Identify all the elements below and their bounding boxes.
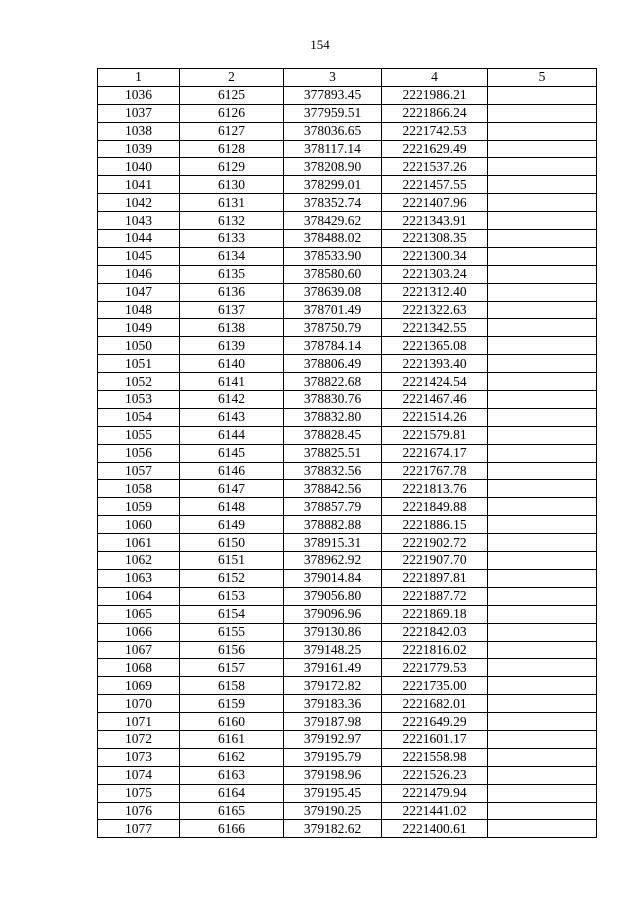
- table-cell-col-4: 2221767.78: [382, 462, 488, 480]
- table-cell-col-2: 6166: [180, 820, 284, 838]
- table-cell-col-1: 1066: [98, 623, 180, 641]
- table-cell-col-1: 1058: [98, 480, 180, 498]
- table-cell-col-4: 2221308.35: [382, 230, 488, 248]
- table-cell-col-1: 1060: [98, 516, 180, 534]
- table-cell-col-2: 6157: [180, 659, 284, 677]
- table-row: [98, 194, 597, 212]
- table-row: [98, 122, 597, 140]
- table-cell-col-1: 1070: [98, 695, 180, 713]
- table-row: [98, 283, 597, 301]
- table-cell-col-3: 379172.82: [284, 677, 382, 695]
- table-cell-col-4: 2221342.55: [382, 319, 488, 337]
- table-cell-col-3: 378036.65: [284, 122, 382, 140]
- table-cell-col-2: 6125: [180, 86, 284, 104]
- table-cell-col-5: [488, 373, 597, 391]
- table-cell-col-2: 6162: [180, 748, 284, 766]
- table-cell-col-2: 6149: [180, 516, 284, 534]
- table-cell-col-3: 379195.45: [284, 784, 382, 802]
- table-cell-col-3: 379182.62: [284, 820, 382, 838]
- table-cell-col-4: 2221441.02: [382, 802, 488, 820]
- table-cell-col-4: 2221986.21: [382, 86, 488, 104]
- table-row: [98, 230, 597, 248]
- column-header-2: 2: [180, 69, 284, 87]
- table-cell-col-5: [488, 319, 597, 337]
- table-cell-col-5: [488, 86, 597, 104]
- table-cell-col-3: 377959.51: [284, 104, 382, 122]
- table-row: [98, 247, 597, 265]
- table-cell-col-3: 378825.51: [284, 444, 382, 462]
- table-cell-col-1: 1073: [98, 748, 180, 766]
- table-cell-col-1: 1039: [98, 140, 180, 158]
- table-cell-col-1: 1056: [98, 444, 180, 462]
- table-cell-col-1: 1051: [98, 355, 180, 373]
- table-cell-col-2: 6154: [180, 605, 284, 623]
- table-row: [98, 373, 597, 391]
- table-cell-col-2: 6132: [180, 212, 284, 230]
- table-cell-col-1: 1040: [98, 158, 180, 176]
- table-row: [98, 587, 597, 605]
- table-cell-col-2: 6133: [180, 230, 284, 248]
- table-cell-col-4: 2221816.02: [382, 641, 488, 659]
- table-cell-col-2: 6164: [180, 784, 284, 802]
- table-cell-col-3: 378832.80: [284, 408, 382, 426]
- table-cell-col-2: 6152: [180, 569, 284, 587]
- table-cell-col-3: 378857.79: [284, 498, 382, 516]
- table-cell-col-4: 2221866.24: [382, 104, 488, 122]
- table-cell-col-2: 6138: [180, 319, 284, 337]
- table-cell-col-4: 2221629.49: [382, 140, 488, 158]
- table-row: [98, 748, 597, 766]
- table-row: [98, 641, 597, 659]
- table-row: [98, 677, 597, 695]
- table-cell-col-4: 2221526.23: [382, 766, 488, 784]
- table-cell-col-4: 2221407.96: [382, 194, 488, 212]
- table-row: [98, 623, 597, 641]
- table-cell-col-1: 1059: [98, 498, 180, 516]
- table-cell-col-3: 379130.86: [284, 623, 382, 641]
- table-cell-col-2: 6130: [180, 176, 284, 194]
- table-cell-col-3: 378533.90: [284, 247, 382, 265]
- table-cell-col-3: 378915.31: [284, 534, 382, 552]
- table-cell-col-2: 6135: [180, 265, 284, 283]
- table-cell-col-5: [488, 444, 597, 462]
- table-cell-col-4: 2221365.08: [382, 337, 488, 355]
- table-cell-col-2: 6131: [180, 194, 284, 212]
- table-row: [98, 337, 597, 355]
- table-row: [98, 569, 597, 587]
- table-cell-col-1: 1045: [98, 247, 180, 265]
- table-cell-col-5: [488, 480, 597, 498]
- table-cell-col-3: 377893.45: [284, 86, 382, 104]
- table-row: [98, 802, 597, 820]
- table-cell-col-3: 378822.68: [284, 373, 382, 391]
- table-cell-col-5: [488, 730, 597, 748]
- table-cell-col-1: 1048: [98, 301, 180, 319]
- table-cell-col-5: [488, 784, 597, 802]
- table-cell-col-4: 2221869.18: [382, 605, 488, 623]
- table-cell-col-5: [488, 140, 597, 158]
- table-cell-col-4: 2221558.98: [382, 748, 488, 766]
- table-cell-col-5: [488, 623, 597, 641]
- table-cell-col-2: 6159: [180, 695, 284, 713]
- table-cell-col-4: 2221303.24: [382, 265, 488, 283]
- table-row: [98, 730, 597, 748]
- table-cell-col-3: 378701.49: [284, 301, 382, 319]
- table-cell-col-3: 378830.76: [284, 391, 382, 409]
- table-cell-col-1: 1047: [98, 283, 180, 301]
- table-cell-col-2: 6148: [180, 498, 284, 516]
- table-cell-col-4: 2221457.55: [382, 176, 488, 194]
- table-cell-col-3: 378639.08: [284, 283, 382, 301]
- table-cell-col-2: 6137: [180, 301, 284, 319]
- table-cell-col-1: 1064: [98, 587, 180, 605]
- table-row: [98, 552, 597, 570]
- table-cell-col-4: 2221887.72: [382, 587, 488, 605]
- table-cell-col-1: 1075: [98, 784, 180, 802]
- table-row: [98, 104, 597, 122]
- table-cell-col-5: [488, 552, 597, 570]
- coordinates-table: [97, 68, 597, 838]
- table-row: [98, 695, 597, 713]
- table-cell-col-3: 379148.25: [284, 641, 382, 659]
- table-cell-col-4: 2221312.40: [382, 283, 488, 301]
- table-cell-col-4: 2221897.81: [382, 569, 488, 587]
- table-cell-col-5: [488, 462, 597, 480]
- table-cell-col-4: 2221400.61: [382, 820, 488, 838]
- table-cell-col-4: 2221300.34: [382, 247, 488, 265]
- table-cell-col-5: [488, 355, 597, 373]
- table-cell-col-3: 378488.02: [284, 230, 382, 248]
- column-header-5: 5: [488, 69, 597, 87]
- table-cell-col-2: 6144: [180, 426, 284, 444]
- table-cell-col-1: 1041: [98, 176, 180, 194]
- table-cell-col-3: 378842.56: [284, 480, 382, 498]
- table-cell-col-4: 2221514.26: [382, 408, 488, 426]
- table-row: [98, 444, 597, 462]
- table-cell-col-4: 2221682.01: [382, 695, 488, 713]
- table-cell-col-1: 1053: [98, 391, 180, 409]
- table-cell-col-4: 2221393.40: [382, 355, 488, 373]
- table-cell-col-2: 6128: [180, 140, 284, 158]
- table-cell-col-3: 378429.62: [284, 212, 382, 230]
- table-cell-col-5: [488, 677, 597, 695]
- table-cell-col-5: [488, 158, 597, 176]
- header-row: [98, 69, 597, 87]
- table-body: [98, 86, 597, 837]
- table-cell-col-5: [488, 104, 597, 122]
- table-row: [98, 713, 597, 731]
- table-row: [98, 820, 597, 838]
- table-cell-col-1: 1071: [98, 713, 180, 731]
- table-cell-col-3: 379190.25: [284, 802, 382, 820]
- table-cell-col-1: 1068: [98, 659, 180, 677]
- table-cell-col-3: 379183.36: [284, 695, 382, 713]
- table-cell-col-1: 1046: [98, 265, 180, 283]
- table-cell-col-3: 378352.74: [284, 194, 382, 212]
- table-cell-col-1: 1043: [98, 212, 180, 230]
- table-row: [98, 462, 597, 480]
- column-header-4: 4: [382, 69, 488, 87]
- table-cell-col-5: [488, 426, 597, 444]
- table-cell-col-5: [488, 498, 597, 516]
- table-cell-col-1: 1049: [98, 319, 180, 337]
- table-row: [98, 158, 597, 176]
- table-cell-col-4: 2221849.88: [382, 498, 488, 516]
- table-cell-col-5: [488, 820, 597, 838]
- table-cell-col-3: 378832.56: [284, 462, 382, 480]
- table-row: [98, 140, 597, 158]
- table-row: [98, 301, 597, 319]
- table-cell-col-2: 6140: [180, 355, 284, 373]
- table-cell-col-5: [488, 605, 597, 623]
- table-cell-col-5: [488, 230, 597, 248]
- table-cell-col-5: [488, 713, 597, 731]
- table-row: [98, 659, 597, 677]
- table-cell-col-1: 1044: [98, 230, 180, 248]
- table-cell-col-1: 1065: [98, 605, 180, 623]
- table-cell-col-2: 6156: [180, 641, 284, 659]
- table-row: [98, 86, 597, 104]
- table-cell-col-3: 378806.49: [284, 355, 382, 373]
- table-cell-col-1: 1052: [98, 373, 180, 391]
- table-cell-col-2: 6150: [180, 534, 284, 552]
- table-row: [98, 480, 597, 498]
- table-cell-col-1: 1072: [98, 730, 180, 748]
- table-cell-col-2: 6158: [180, 677, 284, 695]
- table-cell-col-3: 378580.60: [284, 265, 382, 283]
- table-cell-col-2: 6142: [180, 391, 284, 409]
- table-row: [98, 784, 597, 802]
- table-cell-col-4: 2221467.46: [382, 391, 488, 409]
- table-cell-col-3: 378962.92: [284, 552, 382, 570]
- table-cell-col-4: 2221735.00: [382, 677, 488, 695]
- table-cell-col-4: 2221674.17: [382, 444, 488, 462]
- table-cell-col-4: 2221886.15: [382, 516, 488, 534]
- table-cell-col-2: 6141: [180, 373, 284, 391]
- table-cell-col-1: 1069: [98, 677, 180, 695]
- table-cell-col-3: 378750.79: [284, 319, 382, 337]
- table-cell-col-1: 1038: [98, 122, 180, 140]
- table-cell-col-4: 2221424.54: [382, 373, 488, 391]
- table-cell-col-5: [488, 641, 597, 659]
- table-cell-col-3: 379187.98: [284, 713, 382, 731]
- table-cell-col-2: 6160: [180, 713, 284, 731]
- table-cell-col-3: 379014.84: [284, 569, 382, 587]
- table-cell-col-5: [488, 265, 597, 283]
- table-cell-col-5: [488, 587, 597, 605]
- table-cell-col-1: 1054: [98, 408, 180, 426]
- table-cell-col-3: 379056.80: [284, 587, 382, 605]
- table-cell-col-4: 2221907.70: [382, 552, 488, 570]
- table-cell-col-5: [488, 283, 597, 301]
- table-cell-col-2: 6129: [180, 158, 284, 176]
- table-cell-col-4: 2221649.29: [382, 713, 488, 731]
- table-row: [98, 391, 597, 409]
- table-cell-col-2: 6163: [180, 766, 284, 784]
- table-cell-col-3: 378784.14: [284, 337, 382, 355]
- table-row: [98, 426, 597, 444]
- table-cell-col-3: 378882.88: [284, 516, 382, 534]
- table-cell-col-4: 2221601.17: [382, 730, 488, 748]
- table-cell-col-5: [488, 301, 597, 319]
- table-cell-col-3: 378117.14: [284, 140, 382, 158]
- table-cell-col-5: [488, 802, 597, 820]
- table-cell-col-1: 1050: [98, 337, 180, 355]
- table-row: [98, 355, 597, 373]
- table-row: [98, 408, 597, 426]
- table-cell-col-5: [488, 247, 597, 265]
- table-cell-col-4: 2221779.53: [382, 659, 488, 677]
- table-cell-col-4: 2221479.94: [382, 784, 488, 802]
- table-cell-col-2: 6127: [180, 122, 284, 140]
- table-cell-col-5: [488, 695, 597, 713]
- table-cell-col-3: 378299.01: [284, 176, 382, 194]
- table-cell-col-1: 1037: [98, 104, 180, 122]
- table-cell-col-5: [488, 569, 597, 587]
- table-cell-col-2: 6165: [180, 802, 284, 820]
- column-header-1: 1: [98, 69, 180, 87]
- table-cell-col-3: 379096.96: [284, 605, 382, 623]
- table-cell-col-5: [488, 766, 597, 784]
- table-cell-col-5: [488, 122, 597, 140]
- table-cell-col-5: [488, 534, 597, 552]
- table-cell-col-1: 1076: [98, 802, 180, 820]
- table-cell-col-2: 6151: [180, 552, 284, 570]
- table-cell-col-5: [488, 408, 597, 426]
- table-cell-col-2: 6139: [180, 337, 284, 355]
- table-cell-col-3: 379195.79: [284, 748, 382, 766]
- table-cell-col-3: 379192.97: [284, 730, 382, 748]
- table-cell-col-4: 2221579.81: [382, 426, 488, 444]
- table-row: [98, 534, 597, 552]
- table-cell-col-5: [488, 391, 597, 409]
- table-cell-col-2: 6153: [180, 587, 284, 605]
- table-row: [98, 498, 597, 516]
- table-cell-col-5: [488, 212, 597, 230]
- table-cell-col-5: [488, 176, 597, 194]
- table-cell-col-3: 379198.96: [284, 766, 382, 784]
- table-cell-col-2: 6147: [180, 480, 284, 498]
- table-cell-col-2: 6146: [180, 462, 284, 480]
- table-cell-col-4: 2221813.76: [382, 480, 488, 498]
- table-cell-col-2: 6155: [180, 623, 284, 641]
- table-cell-col-3: 379161.49: [284, 659, 382, 677]
- table-cell-col-2: 6136: [180, 283, 284, 301]
- table-cell-col-1: 1067: [98, 641, 180, 659]
- table-cell-col-1: 1042: [98, 194, 180, 212]
- table-cell-col-1: 1055: [98, 426, 180, 444]
- table-row: [98, 605, 597, 623]
- table-row: [98, 212, 597, 230]
- column-header-3: 3: [284, 69, 382, 87]
- table-cell-col-2: 6134: [180, 247, 284, 265]
- table-header: [98, 69, 597, 87]
- table-cell-col-3: 378828.45: [284, 426, 382, 444]
- table-cell-col-1: 1061: [98, 534, 180, 552]
- table-cell-col-1: 1036: [98, 86, 180, 104]
- table-cell-col-3: 378208.90: [284, 158, 382, 176]
- table-row: [98, 516, 597, 534]
- table-row: [98, 319, 597, 337]
- page-number: 154: [310, 37, 330, 52]
- table-cell-col-1: 1063: [98, 569, 180, 587]
- table-cell-col-1: 1057: [98, 462, 180, 480]
- table-cell-col-5: [488, 194, 597, 212]
- table-cell-col-5: [488, 337, 597, 355]
- table-cell-col-2: 6143: [180, 408, 284, 426]
- table-cell-col-5: [488, 516, 597, 534]
- table-cell-col-4: 2221842.03: [382, 623, 488, 641]
- table-cell-col-1: 1062: [98, 552, 180, 570]
- table-row: [98, 176, 597, 194]
- table-cell-col-4: 2221537.26: [382, 158, 488, 176]
- table-cell-col-1: 1074: [98, 766, 180, 784]
- table-cell-col-4: 2221343.91: [382, 212, 488, 230]
- table-cell-col-4: 2221742.53: [382, 122, 488, 140]
- table-cell-col-2: 6126: [180, 104, 284, 122]
- table-cell-col-2: 6145: [180, 444, 284, 462]
- table-cell-col-2: 6161: [180, 730, 284, 748]
- table-cell-col-1: 1077: [98, 820, 180, 838]
- table-cell-col-5: [488, 748, 597, 766]
- table-row: [98, 265, 597, 283]
- table-cell-col-5: [488, 659, 597, 677]
- table-cell-col-4: 2221902.72: [382, 534, 488, 552]
- table-row: [98, 766, 597, 784]
- table-cell-col-4: 2221322.63: [382, 301, 488, 319]
